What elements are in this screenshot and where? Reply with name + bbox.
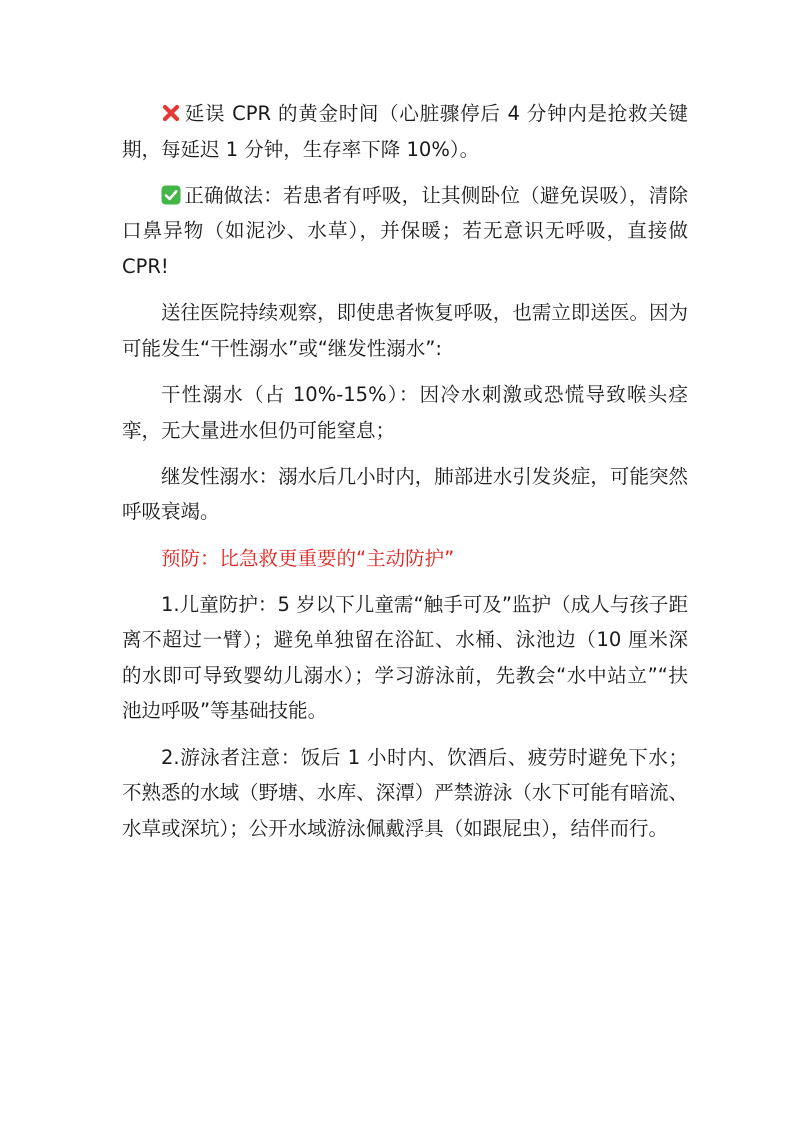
paragraph-dry-drowning: 干性溺水（占 10%-15%）：因冷水刺激或恐慌导致喉头痉挛，无大量进水但仍可能窒息； [122,382,688,442]
cross-mark-icon [161,103,181,123]
paragraph-swimmer-notes: 2.游泳者注意：饭后 1 小时内、饮酒后、疲劳时避免下水；不熟悉的水域（野塘、水库、深潭）严禁游泳（水下可能有暗流、水草或深坑）；公开水域游泳佩戴浮具（如跟屁虫），结伴而行。 [122,745,688,840]
paragraph-child-protection: 1.儿童防护：5 岁以下儿童需“触手可及”监护（成人与孩子距离不超过一臂）；避免单独留在浴缸、水桶、泳池边（10 厘米深的水即可导致婴幼儿溺水）；学习游泳前，先教会“水中站立”“扶池边呼吸”等基础技能。 [122,592,688,723]
paragraph-hospital: 送往医院持续观察，即使患者恢复呼吸，也需立即送医。因为可能发生“干性溺水”或“继发性溺水”: [122,301,688,360]
paragraph-text: 延误 CPR 的黄金时间（心脏骤停后 4 分钟内是抢救关键期，每延迟 1 分钟，生存率下降 10%）。 [122,102,688,161]
paragraph-cpr-delay [122,96,688,167]
document-body [122,96,688,857]
paragraph-secondary-drowning: 继发性溺水：溺水后几小时内，肺部进水引发炎症，可能突然呼吸衰竭。 [122,464,688,524]
paragraph-correct-method [122,178,688,285]
check-box-icon [161,185,181,205]
paragraph-text: 正确做法：若患者有呼吸，让其侧卧位（避免误吸），清除口鼻异物（如泥沙、水草），并保暖；若无意识无呼吸，直接做 CPR! [122,183,688,278]
section-heading-prevention: 预防：比急救更重要的“主动防护” [161,546,455,570]
